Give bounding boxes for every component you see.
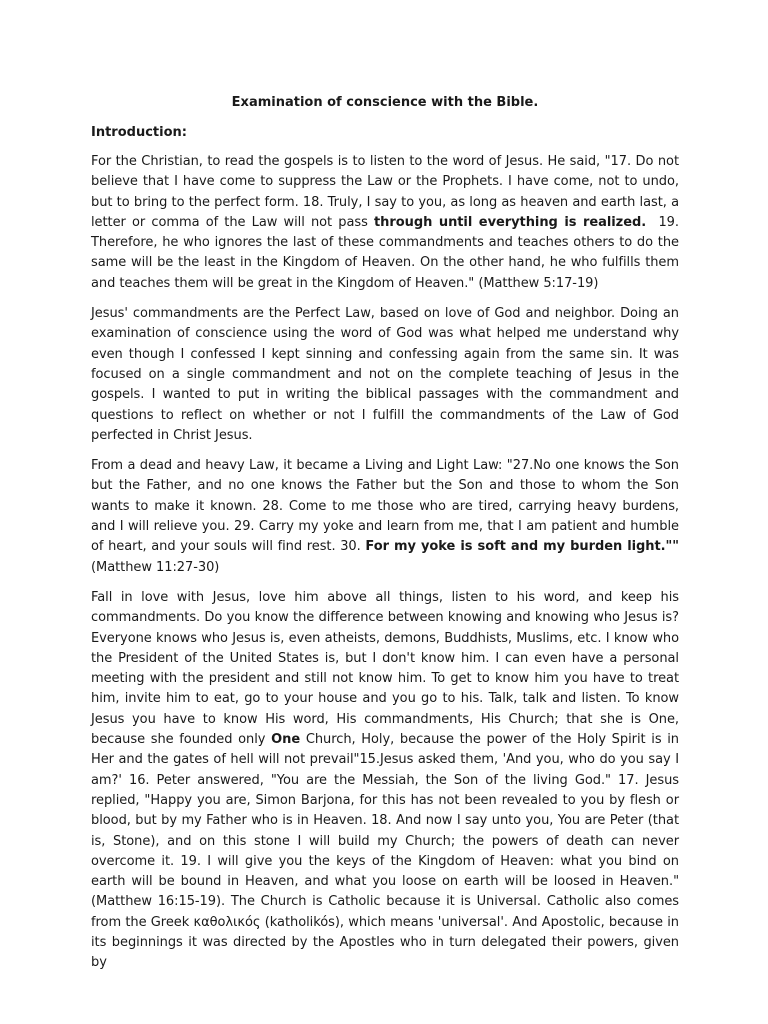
- paragraph-3: [91, 456, 679, 578]
- paragraph-1-text-a: For the Christian, to read the gospels is to listen to the word of Jesus. He said, "17. Do not believe that I have come to suppress the Law or the Prophets. I have come, not to undo, but to bring to the perfect form. 18. Truly, I say to you, as long as heaven and earth last, a letter or comma of the Law will not pass: [91, 154, 679, 230]
- section-heading: Introduction:: [91, 125, 187, 140]
- paragraph-2: Jesus' commandments are the Perfect Law, based on love of God and neighbor. Doing an examination of conscience using the word of God was what helped me understand why even though I confessed I kept sinning and confessing again from the same sin. It was focused on a single commandment and not on the complete teaching of Jesus in the gospels. I wanted to put in writing the biblical passages with the commandment and questions to reflect on whether or not I fulfill the commandments of the Law of God perfected in Christ Jesus.: [91, 306, 679, 443]
- paragraph-1-text-b: 19. Therefore, he who ignores the last of these commandments and teaches others to do the same will be the least in the Kingdom of Heaven. On the other hand, he who fulfills them and teaches them will be great in the Kingdom of Heaven." (Matthew 5:17-19): [91, 214, 684, 291]
- paragraph-4-text-b: Church, Holy, because the power of the Holy Spirit is in Her and the gates of hell will not prevail"15.Jesus asked them, 'And you, who do you say I am?' 16. Peter answered, "You are the Messiah, the Son of the living God." 17. Jesus replied, "Happy you are, Simon Barjona, for this has not been revealed to you by flesh or blood, but by my Father who is in Heaven. 18. And now I say unto you, You are Peter (that is, Stone), and on this stone I will build my Church; the powers of death can never overcome it. 19. I will give you the keys of the Kingdom of Heaven: what you bind on earth will be bound in Heaven, and what you loose on earth will be loosed in Heaven." (Matthew 16:15-19). The Church is Catholic because it is Universal. Catholic also comes from the Greek καθολικός (katholikós), which means 'universal'. And Apostolic, because in its beginnings it was directed by the Apostles who in turn delegated their powers, given by: [91, 732, 679, 971]
- paragraph-4-bold: One: [271, 732, 301, 748]
- document-title: Examination of conscience with the Bible.: [231, 95, 539, 110]
- paragraph-4: [91, 588, 679, 974]
- paragraph-3-text-a: From a dead and heavy Law, it became a Living and Light Law: "27.No one knows the Son but the Father, and no one knows the Father but the Son and those to whom the Son wants to make it known. 28. Come to me those who are tired, carrying heavy burdens, and I will relieve you. 29. Carry my yoke and learn from me, that I am patient and humble of heart, and your souls will find rest. 30.: [91, 458, 679, 555]
- paragraph-1: [91, 152, 684, 294]
- paragraph-3-bold: For my yoke is soft and my burden light."": [365, 539, 680, 555]
- paragraph-3-text-b: (Matthew 11:27-30): [91, 559, 220, 575]
- paragraph-1-bold: through until everything is realized.: [374, 214, 647, 230]
- paragraph-4-text-a: Fall in love with Jesus, love him above all things, listen to his word, and keep his commandments. Do you know the difference between knowing and knowing who Jesus is? Everyone knows who Jesus is, even atheists, demons, Buddhists, Muslims, etc. I know who the President of the United States is, but I don't know him. I can even have a personal meeting with the president and still not know him. To get to know him you have to treat him, invite him to eat, go to your house and you go to his. Talk, talk and listen. To know Jesus you have to know His word, His commandments, His Church; that she is One, because she founded only: [91, 589, 679, 748]
